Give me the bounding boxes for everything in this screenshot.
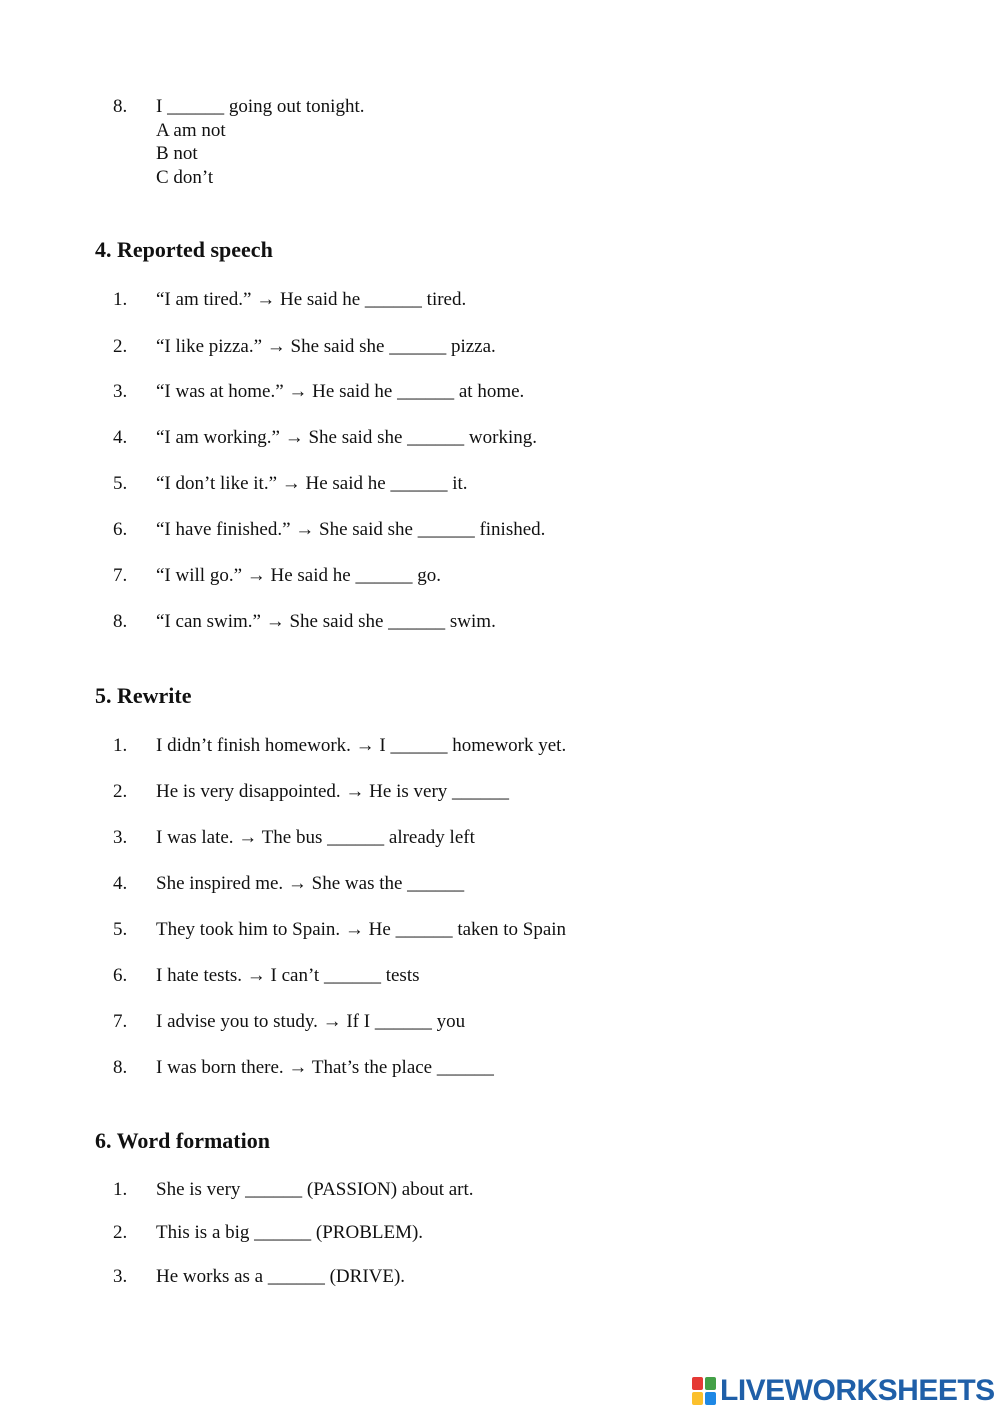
item-text: I was late. → The bus ______ already left [156, 827, 475, 848]
logo-block-green [705, 1377, 716, 1390]
item-text: “I was at home.” → He said he ______ at home. [156, 381, 525, 402]
item-text: “I like pizza.” → She said she ______ pizza. [156, 336, 496, 357]
item-text: I hate tests. → I can’t ______ tests [156, 965, 420, 986]
logo-block-red [692, 1377, 703, 1390]
logo-block-yellow [692, 1392, 703, 1405]
item-number: 5. [113, 473, 128, 494]
item-number: 6. [113, 519, 128, 540]
item-text: I was born there. → That’s the place ______ [156, 1057, 494, 1078]
item-text: “I don’t like it.” → He said he ______ it. [156, 473, 468, 494]
item-number: 2. [113, 781, 128, 802]
logo-text: LIVEWORKSHEETS [720, 1374, 995, 1407]
item-number: 4. [113, 873, 128, 894]
item-text: They took him to Spain. → He ______ taken to Spain [156, 919, 567, 940]
section-heading-word-formation: 6. Word formation [95, 1128, 270, 1153]
item-number: 3. [113, 1266, 128, 1287]
section-heading-rewrite: 5. Rewrite [95, 683, 192, 708]
item-text: He is very disappointed. → He is very ______ [156, 781, 510, 802]
option-b: B not [156, 143, 198, 164]
option-a: A am not [156, 120, 226, 141]
question-number: 8. [113, 96, 128, 117]
item-text: “I am working.” → She said she ______ working. [156, 427, 537, 448]
logo-block-blue [705, 1392, 716, 1405]
item-text: “I can swim.” → She said she ______ swim. [156, 611, 496, 632]
item-number: 8. [113, 611, 128, 632]
item-number: 5. [113, 919, 128, 940]
section-heading-reported-speech: 4. Reported speech [95, 237, 273, 262]
logo-blocks-icon [692, 1377, 716, 1405]
item-text: I didn’t finish homework. → I ______ homework yet. [156, 735, 567, 756]
item-text: He works as a ______ (DRIVE). [156, 1266, 406, 1287]
item-text: She inspired me. → She was the ______ [156, 873, 465, 894]
item-number: 3. [113, 827, 128, 848]
item-number: 7. [113, 1011, 128, 1032]
item-number: 4. [113, 427, 128, 448]
item-number: 2. [113, 1222, 128, 1243]
item-number: 3. [113, 381, 128, 402]
item-number: 1. [113, 1179, 128, 1200]
option-c: C don’t [156, 167, 214, 188]
item-text: She is very ______ (PASSION) about art. [156, 1179, 474, 1200]
item-text: I advise you to study. → If I ______ you [156, 1011, 466, 1032]
liveworksheets-logo [692, 1374, 995, 1408]
item-number: 1. [113, 735, 128, 756]
item-text: “I will go.” → He said he ______ go. [156, 565, 441, 586]
item-number: 6. [113, 965, 128, 986]
item-number: 7. [113, 565, 128, 586]
question-text: I ______ going out tonight. [156, 96, 365, 117]
item-number: 8. [113, 1057, 128, 1078]
item-text: This is a big ______ (PROBLEM). [156, 1222, 424, 1243]
item-text: “I am tired.” → He said he ______ tired. [156, 289, 467, 310]
item-text: “I have finished.” → She said she ______ finished. [156, 519, 546, 540]
item-number: 2. [113, 336, 128, 357]
item-number: 1. [113, 289, 128, 310]
